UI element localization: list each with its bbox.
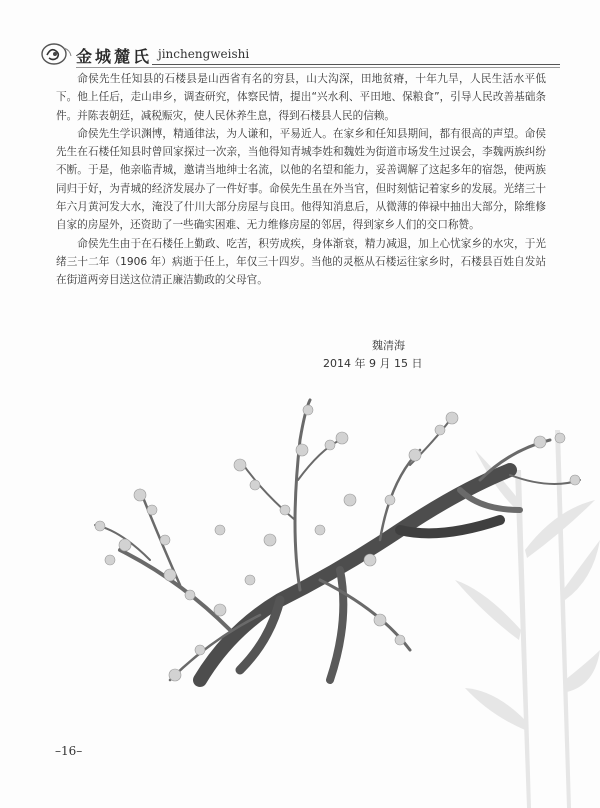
plum-blossom-painting (80, 380, 590, 720)
page-header (40, 42, 560, 68)
header-rule (152, 64, 560, 65)
paragraph-3: 命侯先生由于在石楼任上勤政、吃苦，积劳成疾，身体渐衰，精力减退，加上心忧家乡的水灾，于光绪三十二年（1906 年）病逝于任上，年仅三十四岁。当他的灵柩从石楼运往家乡时，石楼县百姓自发站在街道两旁目送这位清正廉洁勤政的父母官。 (56, 237, 546, 287)
paragraph-1: 命侯先生任知县的石楼县是山西省有名的穷县，山大沟深，田地贫瘠，十年九旱，人民生活水平低下。他上任后，走山串乡，调查研究，体察民情，提出“兴水利、平田地、保粮食”，引导人民改善基础条件。并陈表朝廷，减税赈灾，使人民休养生息，得到石楼县人民的信赖。 (56, 73, 546, 122)
article-body (56, 70, 546, 290)
masthead-title: 金城麓氏 (76, 47, 153, 66)
author-signature: 魏清海 (372, 339, 405, 352)
signature-date: 2014 年 9 月 15 日 (323, 357, 423, 370)
seal-logo-icon (40, 42, 74, 66)
page-number: –16– (55, 744, 83, 758)
header-rule-secondary (76, 67, 560, 68)
masthead-pinyin: jinchengweishi (158, 47, 250, 61)
paragraph-2: 命侯先生学识渊博，精通律法，为人谦和，平易近人。在家乡和任知县期间，都有很高的声望。命侯先生在石楼任知县时曾回家探过一次亲，当他得知青城李姓和魏姓为街道市场发生过误会，李魏两族纠纷不断。于是，他亲临青城，邀请当地绅士名流，以他的名望和能力，妥善调解了这起多年的宿怨，使两族同归于好，为青城的经济发展办了一件好事。命侯先生虽在外当官，但时刻惦记着家乡的发展。光绪三十年六月黄河发大水，淹没了什川大部分房屋与良田。他得知消息后，从微薄的俸禄中抽出大部分，除维修自家的房屋外，还资助了一些确实困难、无力维修房屋的邻居，得到家乡人们的交口称赞。 (56, 127, 546, 232)
